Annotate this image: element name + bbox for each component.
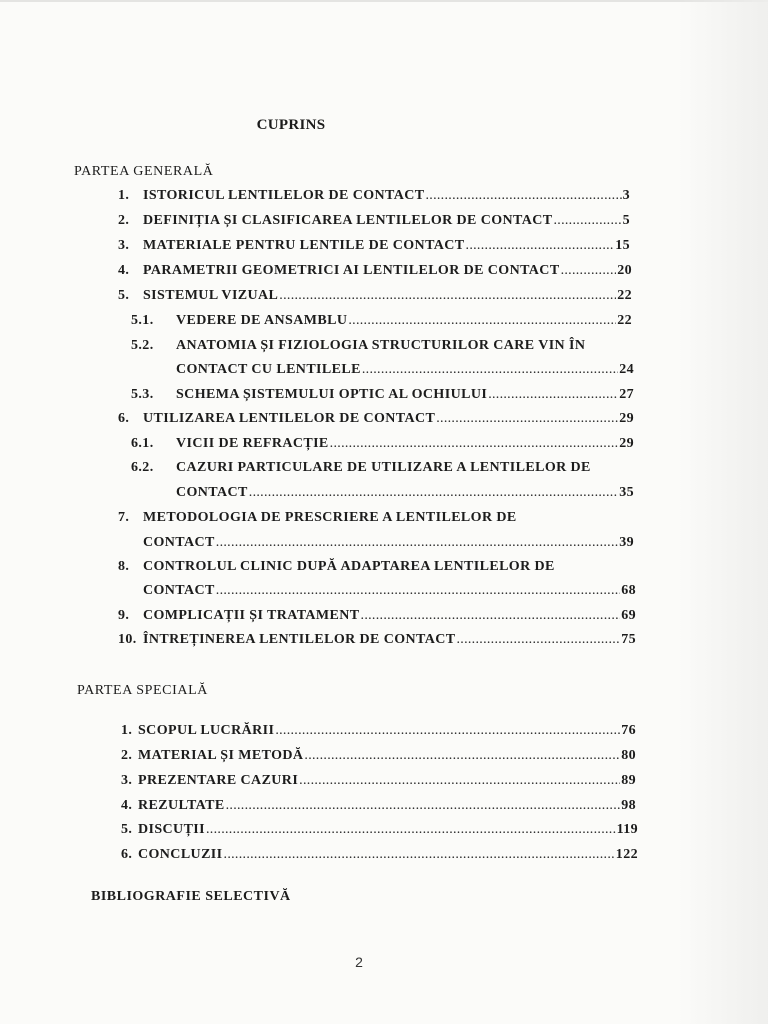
toc-entry-title-continued: CONTACT (143, 535, 215, 550)
toc-entry (131, 436, 634, 452)
toc-entry (121, 748, 636, 764)
toc-entry-number: 6.1. (131, 436, 154, 451)
toc-entry (118, 510, 634, 526)
toc-entry-title: SISTEMUL VIZUAL (143, 288, 279, 303)
toc-entry-number: 6.2. (131, 460, 154, 475)
scan-edge (0, 0, 768, 2)
toc-entry-title: ANATOMIA ȘI FIZIOLOGIA STRUCTURILOR CARE VIN ÎN (176, 338, 586, 353)
toc-entry-continuation (176, 362, 634, 378)
toc-entry (118, 263, 632, 279)
bibliography-heading: BIBLIOGRAFIE SELECTIVĂ (91, 889, 291, 904)
dot-leader (361, 608, 621, 624)
toc-entry-number: 5. (118, 288, 130, 303)
toc-entry-number: 5.2. (131, 338, 154, 353)
toc-entry-title: CAZURI PARTICULARE DE UTILIZARE A LENTILELOR DE (176, 460, 591, 475)
dot-leader (488, 387, 618, 403)
toc-entry-title: ISTORICUL LENTILELOR DE CONTACT (143, 188, 425, 203)
toc-entry-page: 80 (621, 748, 636, 763)
toc-entry (118, 632, 636, 648)
toc-entry-page: 69 (621, 608, 636, 623)
toc-entry-page: 29 (619, 436, 634, 451)
dot-leader (304, 748, 620, 764)
toc-entry-number: 6. (118, 411, 130, 426)
toc-entry (118, 288, 632, 304)
dot-leader (279, 288, 616, 304)
toc-entry (131, 313, 632, 329)
toc-entry-number: 9. (118, 608, 130, 623)
dot-leader (348, 313, 616, 329)
toc-entry-page: 22 (617, 313, 632, 328)
toc-entry-continuation (143, 583, 636, 599)
toc-entry (121, 723, 636, 739)
toc-entry-page: 35 (619, 485, 634, 500)
toc-entry (131, 460, 634, 476)
toc-entry-page: 29 (619, 411, 634, 426)
toc-entry-number: 10. (118, 632, 137, 647)
dot-leader (216, 583, 620, 599)
toc-entry-page: 89 (621, 773, 636, 788)
toc-entry-number: 5.1. (131, 313, 154, 328)
toc-entry-title-continued: CONTACT CU LENTILELE (176, 362, 361, 377)
toc-entry-number: 2. (118, 213, 130, 228)
toc-entry-title: SCHEMA ȘISTEMULUI OPTIC AL OCHIULUI (176, 387, 488, 402)
toc-entry-title: DISCUȚII (138, 822, 205, 837)
toc-entry-continuation (176, 485, 634, 501)
dot-leader (553, 213, 621, 229)
toc-entry (118, 238, 630, 254)
toc-entry-page: 5 (622, 213, 630, 228)
dot-leader (466, 238, 615, 254)
toc-entry-title: SCOPUL LUCRĂRII (138, 723, 275, 738)
dot-leader (216, 535, 618, 551)
dot-leader (226, 798, 621, 814)
toc-entry-title: MATERIALE PENTRU LENTILE DE CONTACT (143, 238, 465, 253)
toc-entry-page: 24 (619, 362, 634, 377)
toc-entry (121, 847, 638, 863)
dot-leader (425, 188, 621, 204)
toc-entry-page: 68 (621, 583, 636, 598)
toc-entry-number: 7. (118, 510, 130, 525)
toc-entry-title: CONCLUZII (138, 847, 223, 862)
toc-entry-title: DEFINIȚIA ȘI CLASIFICAREA LENTILELOR DE CONTACT (143, 213, 553, 228)
toc-entry-page: 39 (619, 535, 634, 550)
dot-leader (275, 723, 620, 739)
special-part-heading: PARTEA SPECIALĂ (77, 683, 208, 698)
page-title: CUPRINS (256, 117, 326, 133)
toc-entry-title: VEDERE DE ANSAMBLU (176, 313, 348, 328)
dot-leader (330, 436, 619, 452)
toc-entry-title: UTILIZAREA LENTILELOR DE CONTACT (143, 411, 436, 426)
toc-entry (118, 213, 630, 229)
toc-entry-page: 15 (615, 238, 630, 253)
page-number: 2 (355, 954, 363, 970)
toc-entry-number: 2. (121, 748, 133, 763)
toc-entry-page: 122 (615, 847, 638, 862)
toc-entry-number: 5. (121, 822, 133, 837)
toc-entry (131, 387, 634, 403)
toc-entry-page: 75 (621, 632, 636, 647)
toc-entry-number: 1. (118, 188, 130, 203)
dot-leader (362, 362, 618, 378)
toc-entry (121, 798, 636, 814)
dot-leader (206, 822, 616, 838)
scan-shadow (678, 0, 768, 1024)
toc-entry-title: ÎNTREȚINEREA LENTILELOR DE CONTACT (143, 632, 456, 647)
toc-entry-page: 98 (621, 798, 636, 813)
toc-entry-page: 3 (622, 188, 630, 203)
toc-entry-continuation (143, 535, 634, 551)
dot-leader (456, 632, 620, 648)
toc-entry-page: 76 (621, 723, 636, 738)
toc-entry-number: 4. (118, 263, 130, 278)
toc-entry-number: 5.3. (131, 387, 154, 402)
toc-entry (121, 773, 636, 789)
dot-leader (299, 773, 620, 789)
toc-entry-title: MATERIAL ȘI METODĂ (138, 748, 304, 763)
toc-entry-title-continued: CONTACT (143, 583, 215, 598)
toc-entry (118, 411, 634, 427)
toc-entry-number: 4. (121, 798, 133, 813)
toc-entry-number: 3. (118, 238, 130, 253)
toc-entry-page: 20 (617, 263, 632, 278)
dot-leader (561, 263, 617, 279)
toc-entry-page: 22 (617, 288, 632, 303)
dot-leader (224, 847, 615, 863)
toc-entry (118, 188, 630, 204)
toc-entry-title: COMPLICAȚII ȘI TRATAMENT (143, 608, 360, 623)
toc-entry-number: 6. (121, 847, 133, 862)
toc-entry-title: VICII DE REFRACȚIE (176, 436, 329, 451)
toc-entry-number: 3. (121, 773, 133, 788)
toc-entry (118, 559, 636, 575)
toc-entry-title: PREZENTARE CAZURI (138, 773, 299, 788)
dot-leader (436, 411, 618, 427)
toc-entry-title-continued: CONTACT (176, 485, 248, 500)
toc-entry-title: PARAMETRII GEOMETRICI AI LENTILELOR DE CONTACT (143, 263, 560, 278)
toc-entry-number: 8. (118, 559, 130, 574)
toc-entry-number: 1. (121, 723, 133, 738)
general-part-heading: PARTEA GENERALĂ (74, 164, 214, 179)
toc-entry-title: REZULTATE (138, 798, 225, 813)
toc-entry (118, 608, 636, 624)
toc-entry-page: 119 (616, 822, 638, 837)
toc-entry (131, 338, 632, 354)
toc-entry-page: 27 (619, 387, 634, 402)
toc-entry-title: METODOLOGIA DE PRESCRIERE A LENTILELOR DE (143, 510, 517, 525)
dot-leader (249, 485, 618, 501)
toc-entry-title: CONTROLUL CLINIC DUPĂ ADAPTAREA LENTILELOR DE (143, 559, 555, 574)
toc-entry (121, 822, 638, 838)
